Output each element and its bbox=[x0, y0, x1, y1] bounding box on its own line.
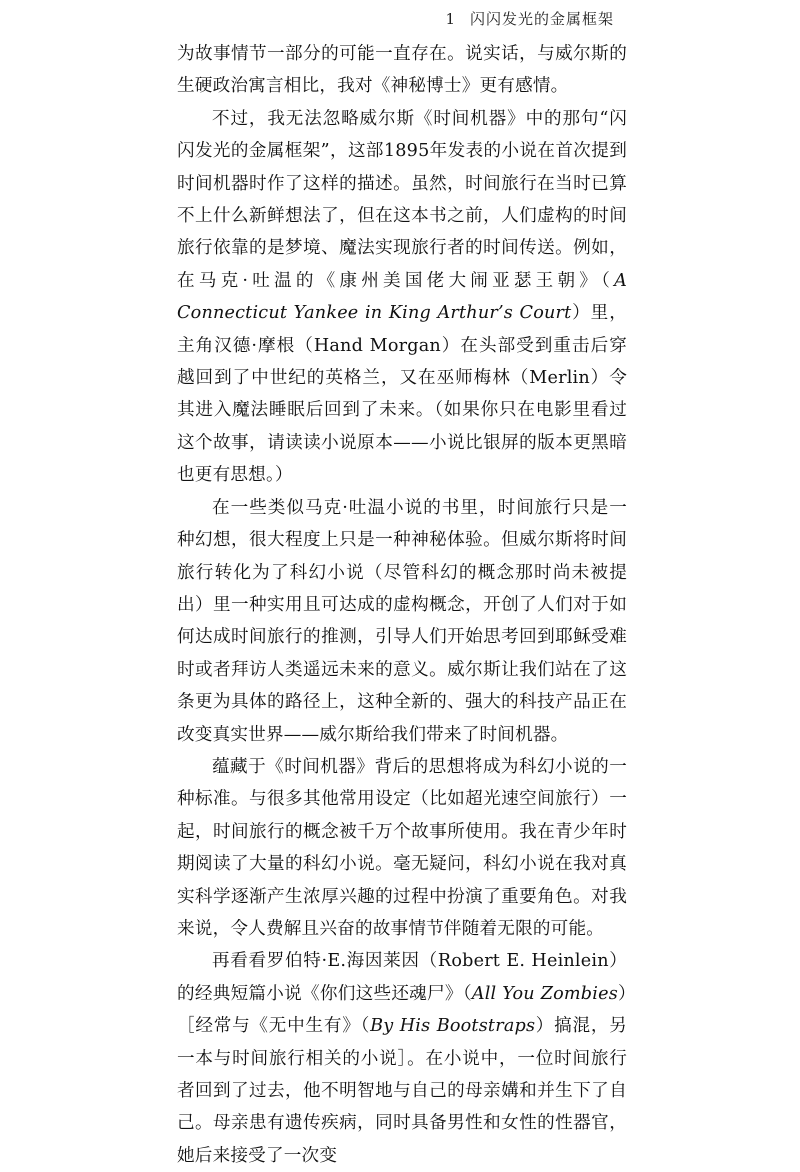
page-number: 1 bbox=[445, 10, 456, 28]
text-run: 再看看罗伯特·E.海因莱因（Robert E. Heinlein）的经典短篇小说《你们这些还魂尸》（ bbox=[177, 951, 627, 1004]
paragraph bbox=[177, 492, 627, 751]
italic-title: A Connecticut Yankee in King Arthur’s Court bbox=[177, 270, 627, 324]
text-run: ）里，主角汉德·摩根（Hand Morgan）在头部受到重击后穿越回到了中世纪的英格兰，又在巫师梅林（Merlin）令其进入魔法睡眠后回到了未来。（如果你只在电影里看过这个故事，请读读小说原本——小说比银屏的版本更黑暗也更有思想。） bbox=[177, 303, 627, 486]
paragraph bbox=[177, 751, 627, 945]
text-run: ）［经常与《无中生有》（ bbox=[177, 983, 627, 1037]
text-run: 蕴藏于《时间机器》背后的思想将成为科幻小说的一种标准。与很多其他常用设定（比如超光速空间旅行）一起，时间旅行的概念被千万个故事所使用。我在青少年时期阅读了大量的科幻小说。毫无疑问，科幻小说在我对真实科学逐渐产生浓厚兴趣的过程中扮演了重要角色。对我来说，令人费解且兴奋的故事情节伴随着无限的可能。 bbox=[177, 756, 627, 939]
paragraph bbox=[177, 103, 627, 492]
text-run: ）搞混，另一本与时间旅行相关的小说］。在小说中，一位时间旅行者回到了过去，他不明智地与自己的母亲媾和并生下了自己。母亲患有遗传疾病，同时具备男性和女性的性器官，她后来接受了一次变 bbox=[177, 1016, 627, 1166]
paragraph bbox=[177, 38, 627, 103]
italic-title: All You Zombies bbox=[471, 983, 618, 1004]
text-run: 为故事情节一部分的可能一直存在。说实话，与威尔斯的生硬政治寓言相比，我对《神秘博士》更有感情。 bbox=[177, 44, 627, 97]
text-run: 在一些类似马克·吐温小说的书里，时间旅行只是一种幻想，很大程度上只是一种神秘体验。但威尔斯将时间旅行转化为了科幻小说（尽管科幻的概念那时尚未被提出）里一种实用且可达成的虚构概念，开创了人们对于如何达成时间旅行的推测，引导人们开始思考回到耶稣受难时或者拜访人类遥远未来的意义。威尔斯让我们站在了这条更为具体的路径上，这种全新的、强大的科技产品正在改变真实世界——威尔斯给我们带来了时间机器。 bbox=[177, 497, 627, 745]
italic-title: By His Bootstraps bbox=[370, 1016, 536, 1037]
chapter-title: 闪闪发光的金属框架 bbox=[469, 10, 614, 28]
running-head bbox=[445, 8, 614, 29]
text-run: 不过，我无法忽略威尔斯《时间机器》中的那句“闪闪发光的金属框架”，这部1895年发表的小说在首次提到时间机器时作了这样的描述。虽然，时间旅行在当时已算不上什么新鲜想法了，但在这本书之前，人们虚构的时间旅行依靠的是梦境、魔法实现旅行者的时间传送。例如，在马克·吐温的《康州美国佬大闹亚瑟王朝》（ bbox=[177, 108, 627, 291]
body-text bbox=[177, 38, 627, 1172]
paragraph bbox=[177, 945, 627, 1172]
